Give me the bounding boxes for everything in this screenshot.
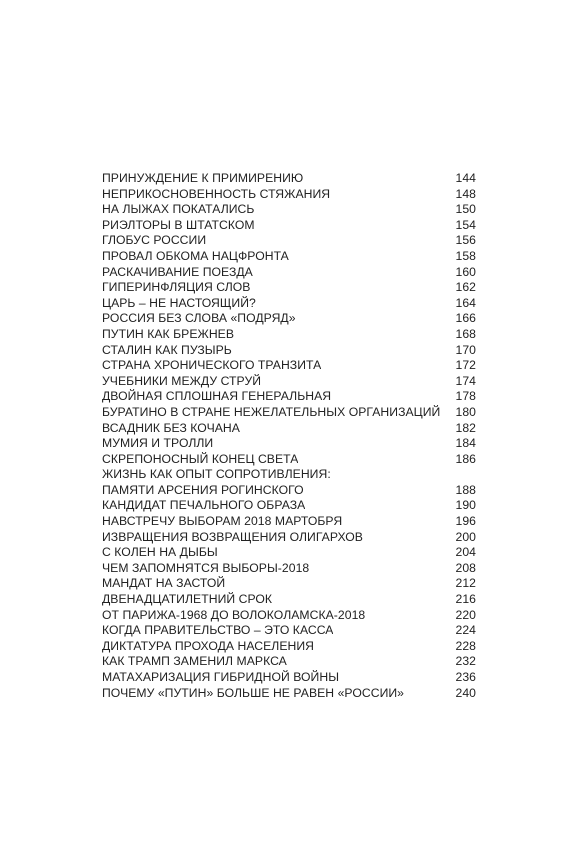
- toc-entry-page-number: 228: [455, 638, 476, 653]
- toc-entry-page-number: 186: [455, 451, 476, 466]
- toc-entry-page-number: 178: [455, 389, 476, 404]
- toc-entry: [102, 452, 476, 468]
- toc-entry: [102, 327, 476, 343]
- toc-entry-title: НЕПРИКОСНОВЕННОСТЬ СТЯЖАНИЯ: [102, 186, 331, 201]
- toc-entry-page-number: 174: [455, 373, 476, 388]
- toc-entry-title: МУМИЯ И ТРОЛЛИ: [102, 436, 214, 451]
- toc-entry-title: РИЭЛТОРЫ В ШТАТСКОМ: [102, 217, 255, 232]
- toc-entry: [102, 608, 476, 624]
- toc-entry-title: СТРАНА ХРОНИЧЕСКОГО ТРАНЗИТА: [102, 358, 322, 373]
- toc-entry-page-number: 232: [455, 654, 476, 669]
- toc-entry-title: РОССИЯ БЕЗ СЛОВА «ПОДРЯД»: [102, 311, 296, 326]
- toc-entry: [102, 280, 476, 296]
- toc-entry-page-number: 148: [455, 186, 476, 201]
- toc-entry: [102, 654, 476, 670]
- toc-entry: [102, 436, 476, 452]
- toc-entry-page-number: 144: [455, 171, 476, 185]
- toc-entry-page-number: 164: [455, 295, 476, 310]
- toc-entry-title: ДВОЙНАЯ СПЛОШНАЯ ГЕНЕРАЛЬНАЯ: [102, 389, 332, 404]
- toc-entry-page-number: 212: [455, 576, 476, 591]
- toc-entry: [102, 467, 476, 483]
- toc-entry: [102, 421, 476, 437]
- toc-entry-title: ДИКТАТУРА ПРОХОДА НАСЕЛЕНИЯ: [102, 638, 315, 653]
- toc-entry-title: КАК ТРАМП ЗАМЕНИЛ МАРКСА: [102, 654, 287, 669]
- toc-entry-title: ЧЕМ ЗАПОМНЯТСЯ ВЫБОРЫ-2018: [102, 560, 310, 575]
- toc-entry-title: С КОЛЕН НА ДЫБЫ: [102, 545, 218, 560]
- toc-entry-page-number: 208: [455, 560, 476, 575]
- toc-entry-title: КОГДА ПРАВИТЕЛЬСТВО – ЭТО КАССА: [102, 623, 334, 638]
- toc-entry: [102, 218, 476, 234]
- toc-entry: [102, 623, 476, 639]
- toc-entry-title: НА ЛЫЖАХ ПОКАТАЛИСЬ: [102, 202, 255, 217]
- toc-entry: [102, 545, 476, 561]
- toc-entry: [102, 576, 476, 592]
- toc-entry-page-number: 190: [455, 498, 476, 513]
- toc-entry-title: ПРОВАЛ ОБКОМА НАЦФРОНТА: [102, 248, 289, 263]
- toc-entry-page-number: 172: [455, 358, 476, 373]
- toc-entry: [102, 374, 476, 390]
- toc-entry-page-number: 240: [455, 685, 476, 700]
- toc-entry-title: ОТ ПАРИЖА-1968 ДО ВОЛОКОЛАМСКА-2018: [102, 607, 366, 622]
- toc-entry: [102, 561, 476, 577]
- toc-entry: [102, 498, 476, 514]
- toc-entry-title: ИЗВРАЩЕНИЯ ВОЗВРАЩЕНИЯ ОЛИГАРХОВ: [102, 529, 363, 544]
- toc-entry-title: СКРЕПОНОСНЫЙ КОНЕЦ СВЕТА: [102, 451, 299, 466]
- toc-entry-title: ПРИНУЖДЕНИЕ К ПРИМИРЕНИЮ: [102, 171, 304, 185]
- toc-entry-title: МАНДАТ НА ЗАСТОЙ: [102, 576, 226, 591]
- toc-entry-page-number: 224: [455, 623, 476, 638]
- toc-entry: [102, 639, 476, 655]
- toc-entry-page-number: 220: [455, 607, 476, 622]
- toc-entry-title: НАВСТРЕЧУ ВЫБОРАМ 2018 МАРТОБРЯ: [102, 514, 343, 529]
- toc-entry-page-number: 184: [455, 436, 476, 451]
- toc-entry-title: ДВЕНАДЦАТИЛЕТНИЙ СРОК: [102, 592, 273, 607]
- toc-entry: [102, 405, 476, 421]
- toc-entry: [102, 171, 476, 187]
- toc-entry: [102, 592, 476, 608]
- toc-entry-title: МАТАХАРИЗАЦИЯ ГИБРИДНОЙ ВОЙНЫ: [102, 670, 340, 684]
- toc-entry-page-number: 160: [455, 264, 476, 279]
- toc-entry-title: УЧЕБНИКИ МЕЖДУ СТРУЙ: [102, 373, 262, 388]
- toc-entry-page-number: 188: [455, 482, 476, 497]
- toc-entry-page-number: 154: [455, 217, 476, 232]
- toc-entry: [102, 514, 476, 530]
- toc-entry-title: РАСКАЧИВАНИЕ ПОЕЗДА: [102, 264, 253, 279]
- toc-entry-title: ПАМЯТИ АРСЕНИЯ РОГИНСКОГО: [102, 482, 304, 497]
- toc-entry-page-number: 158: [455, 248, 476, 263]
- toc-entry: [102, 389, 476, 405]
- toc-entry: [102, 296, 476, 312]
- toc-entry-page-number: 150: [455, 202, 476, 217]
- table-of-contents: [102, 171, 476, 701]
- toc-entry-page-number: 182: [455, 420, 476, 435]
- toc-entry-title: СТАЛИН КАК ПУЗЫРЬ: [102, 342, 232, 357]
- toc-entry-page-number: 204: [455, 545, 476, 560]
- toc-entry-title: ГЛОБУС РОССИИ: [102, 233, 207, 248]
- toc-entry: [102, 311, 476, 327]
- toc-entry-page-number: 168: [455, 326, 476, 341]
- toc-entry-page-number: 200: [455, 529, 476, 544]
- toc-entry: [102, 483, 476, 499]
- toc-entry-page-number: 170: [455, 342, 476, 357]
- toc-entry-page-number: 236: [455, 670, 476, 684]
- toc-entry-page-number: 166: [455, 311, 476, 326]
- toc-entry-title: ЦАРЬ – НЕ НАСТОЯЩИЙ?: [102, 295, 256, 310]
- toc-entry-page-number: 180: [455, 404, 476, 419]
- toc-entry-title: КАНДИДАТ ПЕЧАЛЬНОГО ОБРАЗА: [102, 498, 306, 513]
- toc-entry: [102, 530, 476, 546]
- toc-entry-page-number: 162: [455, 280, 476, 295]
- toc-entry-title: ГИПЕРИНФЛЯЦИЯ СЛОВ: [102, 280, 251, 295]
- toc-entry-title: ПУТИН КАК БРЕЖНЕВ: [102, 326, 235, 341]
- toc-entry: [102, 187, 476, 203]
- toc-entry-title: ПОЧЕМУ «ПУТИН» БОЛЬШЕ НЕ РАВЕН «РОССИИ»: [102, 685, 405, 700]
- toc-entry: [102, 670, 476, 686]
- toc-entry-page-number: 216: [455, 592, 476, 607]
- toc-entry: [102, 358, 476, 374]
- toc-entry-title: ЖИЗНЬ КАК ОПЫТ СОПРОТИВЛЕНИЯ:: [102, 467, 331, 482]
- toc-entry: [102, 265, 476, 281]
- toc-entry-title: ВСАДНИК БЕЗ КОЧАНА: [102, 420, 240, 435]
- toc-entry: [102, 343, 476, 359]
- toc-entry-page-number: 196: [455, 514, 476, 529]
- toc-entry: [102, 686, 476, 702]
- toc-entry: [102, 249, 476, 265]
- toc-entry: [102, 233, 476, 249]
- toc-entry-page-number: 156: [455, 233, 476, 248]
- toc-entry-title: БУРАТИНО В СТРАНЕ НЕЖЕЛАТЕЛЬНЫХ ОРГАНИЗАЦИЙ: [102, 404, 441, 419]
- toc-entry: [102, 202, 476, 218]
